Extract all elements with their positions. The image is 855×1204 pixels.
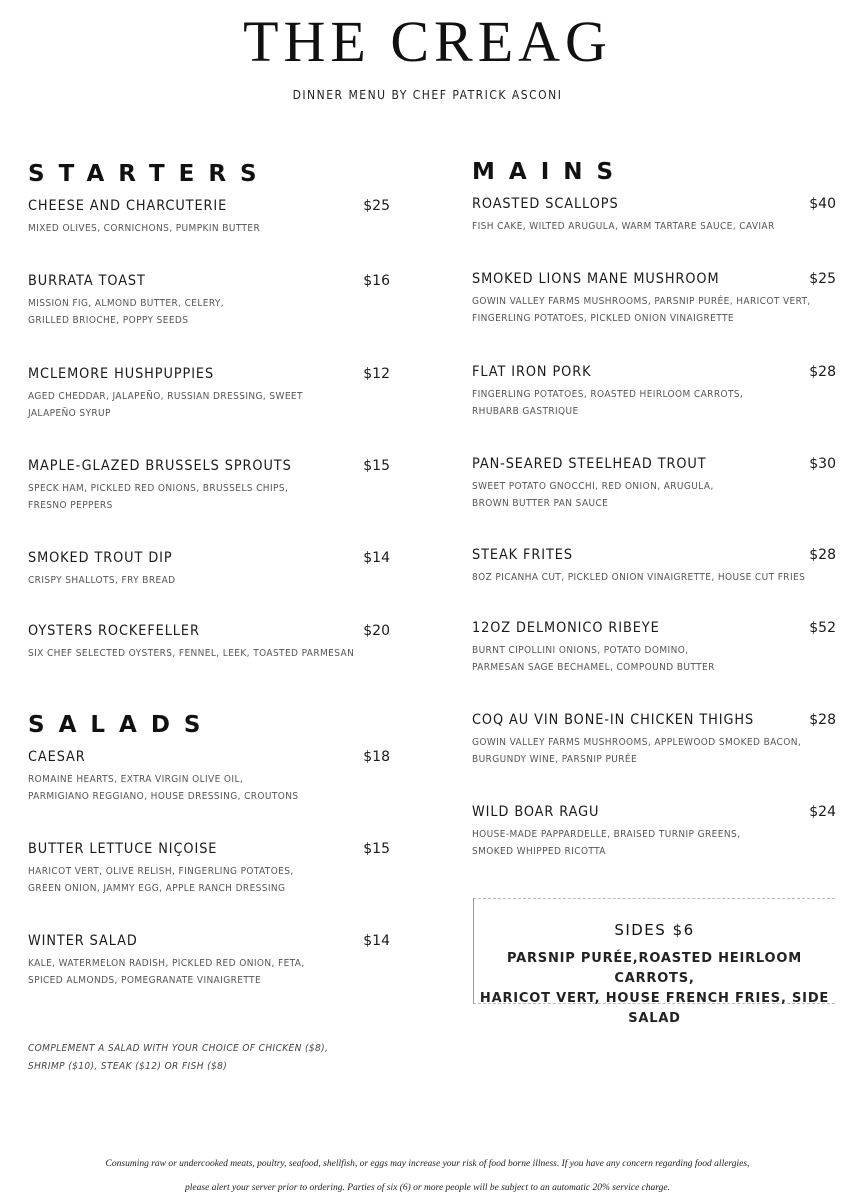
item-price: $28 <box>809 364 836 380</box>
menu-item <box>472 363 836 420</box>
menu-item <box>28 840 390 897</box>
item-description-line: FINGERLING POTATOES, PICKLED ONION VINAIGRETTE <box>472 313 734 324</box>
item-price: $25 <box>809 271 836 287</box>
item-price: $20 <box>363 623 390 639</box>
item-price: $16 <box>363 273 390 289</box>
item-name: WILD BOAR RAGU <box>472 804 600 820</box>
item-name: BUTTER LETTUCE NIÇOISE <box>28 841 218 857</box>
menu-item <box>472 711 836 768</box>
item-price: $14 <box>363 933 390 949</box>
salad-addon-note <box>28 1040 348 1076</box>
item-description <box>28 955 390 989</box>
item-price: $18 <box>363 749 390 765</box>
item-price: $12 <box>363 366 390 382</box>
item-description: 8OZ PICANHA CUT, PICKLED ONION VINAIGRETTE, HOUSE CUT FRIES <box>472 572 806 583</box>
item-name: SMOKED TROUT DIP <box>28 550 173 566</box>
item-description-line: FINGERLING POTATOES, ROASTED HEIRLOOM CARROTS, <box>472 389 744 400</box>
item-description-line: BURNT CIPOLLINI ONIONS, POTATO DOMINO, <box>472 645 689 656</box>
disclaimer-line: Consuming raw or undercooked meats, poultry, seafood, shellfish, or eggs may increase your risk of food borne illness. If you have any concern regarding food allergies, <box>105 1159 750 1169</box>
item-description-line: PARMIGIANO REGGIANO, HOUSE DRESSING, CROUTONS <box>28 791 299 802</box>
item-name: OYSTERS ROCKEFELLER <box>28 623 200 639</box>
item-price: $15 <box>363 841 390 857</box>
menu-item <box>472 195 836 235</box>
item-description: CRISPY SHALLOTS, FRY BREAD <box>28 575 176 586</box>
item-description-line: ROMAINE HEARTS, EXTRA VIRGIN OLIVE OIL, <box>28 774 244 785</box>
sides-list <box>474 949 835 1029</box>
sides-list-line: HARICOT VERT, HOUSE FRENCH FRIES, SIDE SALAD <box>479 991 830 1026</box>
item-price: $25 <box>363 198 390 214</box>
salad-addon-note-line: COMPLEMENT A SALAD WITH YOUR CHOICE OF CHICKEN ($8), <box>28 1043 329 1054</box>
item-description-line: SMOKED WHIPPED RICOTTA <box>472 846 606 857</box>
sides-title: SIDES $6 <box>614 921 695 939</box>
disclaimer-line: please alert your server prior to ordering. Parties of six (6) or more people will be subject to an automatic 20% service charge. <box>185 1183 670 1193</box>
allergy-disclaimer <box>40 1152 815 1200</box>
item-description-line: PARMESAN SAGE BECHAMEL, COMPOUND BUTTER <box>472 662 715 673</box>
menu-item <box>472 803 836 860</box>
menu-item <box>28 457 390 514</box>
item-price: $15 <box>363 458 390 474</box>
menu-item <box>472 455 836 512</box>
menu-item <box>28 197 390 237</box>
item-description-line: SWEET POTATO GNOCCHI, RED ONION, ARUGULA, <box>472 481 714 492</box>
item-name: PAN-SEARED STEELHEAD TROUT <box>472 456 707 472</box>
item-price: $40 <box>809 196 836 212</box>
right-column <box>472 155 836 860</box>
menu-item <box>28 272 390 329</box>
left-column <box>28 157 390 989</box>
item-price: $14 <box>363 550 390 566</box>
menu-item <box>28 549 390 589</box>
item-description <box>472 642 836 676</box>
item-description-line: HARICOT VERT, OLIVE RELISH, FINGERLING POTATOES, <box>28 866 294 877</box>
mains-heading: MAINS <box>472 159 628 185</box>
item-description <box>472 386 836 420</box>
salad-addon-note-line: SHRIMP ($10), STEAK ($12) OR FISH ($8) <box>28 1061 228 1072</box>
item-price: $30 <box>809 456 836 472</box>
item-description <box>472 478 836 512</box>
salads-heading: SALADS <box>28 712 215 738</box>
menu-item <box>472 619 836 676</box>
item-description <box>28 388 390 422</box>
item-name: STEAK FRITES <box>472 547 573 563</box>
item-name: ROASTED SCALLOPS <box>472 196 619 212</box>
item-name: COQ AU VIN BONE-IN CHICKEN THIGHS <box>472 712 755 728</box>
item-description <box>28 863 390 897</box>
item-description-line: HOUSE-MADE PAPPARDELLE, BRAISED TURNIP GREENS, <box>472 829 741 840</box>
item-description <box>28 480 390 514</box>
item-description <box>472 826 836 860</box>
item-name: 12OZ DELMONICO RIBEYE <box>472 620 660 636</box>
item-description: FISH CAKE, WILTED ARUGULA, WARM TARTARE SAUCE, CAVIAR <box>472 221 775 232</box>
menu-subtitle: DINNER MENU BY CHEF PATRICK ASCONI <box>292 88 563 102</box>
item-description <box>472 293 836 327</box>
item-name: SMOKED LIONS MANE MUSHROOM <box>472 271 720 287</box>
item-description-line: BROWN BUTTER PAN SAUCE <box>472 498 609 509</box>
item-name: MAPLE-GLAZED BRUSSELS SPROUTS <box>28 458 292 474</box>
item-price: $28 <box>809 547 836 563</box>
item-description-line: FRESNO PEPPERS <box>28 500 113 511</box>
menu-item <box>472 546 836 586</box>
item-description-line: GRILLED BRIOCHE, POPPY SEEDS <box>28 315 189 326</box>
item-description-line: GREEN ONION, JAMMY EGG, APPLE RANCH DRESSING <box>28 883 286 894</box>
item-description-line: GOWIN VALLEY FARMS MUSHROOMS, APPLEWOOD SMOKED BACON, <box>472 737 802 748</box>
item-name: CHEESE AND CHARCUTERIE <box>28 198 228 214</box>
sides-box <box>473 898 835 1026</box>
item-description: SIX CHEF SELECTED OYSTERS, FENNEL, LEEK, TOASTED PARMESAN <box>28 648 355 659</box>
item-description-line: KALE, WATERMELON RADISH, PICKLED RED ONION, FETA, <box>28 958 305 969</box>
item-description-line: BURGUNDY WINE, PARSNIP PURÉE <box>472 754 638 765</box>
item-description <box>472 734 836 768</box>
item-description-line: SPECK HAM, PICKLED RED ONIONS, BRUSSELS CHIPS, <box>28 483 289 494</box>
item-price: $24 <box>809 804 836 820</box>
item-description <box>28 295 390 329</box>
item-price: $28 <box>809 712 836 728</box>
restaurant-title: THE CREAG <box>243 9 612 74</box>
sides-list-line: PARSNIP PURÉE,ROASTED HEIRLOOM CARROTS, <box>506 951 802 986</box>
menu-item <box>472 270 836 327</box>
menu-item <box>28 365 390 422</box>
item-name: CAESAR <box>28 749 86 765</box>
item-price: $52 <box>809 620 836 636</box>
menu-item <box>28 748 390 805</box>
item-description <box>28 771 390 805</box>
menu-item <box>28 932 390 989</box>
item-description: MIXED OLIVES, CORNICHONS, PUMPKIN BUTTER <box>28 223 261 234</box>
item-name: FLAT IRON PORK <box>472 364 592 380</box>
item-description-line: GOWIN VALLEY FARMS MUSHROOMS, PARSNIP PURÉE, HARICOT VERT, <box>472 296 811 307</box>
menu-item <box>28 622 390 662</box>
item-description-line: SPICED ALMONDS, POMEGRANATE VINAIGRETTE <box>28 975 262 986</box>
item-description-line: AGED CHEDDAR, JALAPEÑO, RUSSIAN DRESSING, SWEET <box>28 391 303 402</box>
item-name: WINTER SALAD <box>28 933 138 949</box>
item-description-line: JALAPEÑO SYRUP <box>28 408 111 419</box>
item-name: MCLEMORE HUSHPUPPIES <box>28 366 215 382</box>
item-name: BURRATA TOAST <box>28 273 146 289</box>
item-description-line: MISSION FIG, ALMOND BUTTER, CELERY, <box>28 298 225 309</box>
item-description-line: RHUBARB GASTRIQUE <box>472 406 579 417</box>
starters-heading: STARTERS <box>28 161 271 187</box>
